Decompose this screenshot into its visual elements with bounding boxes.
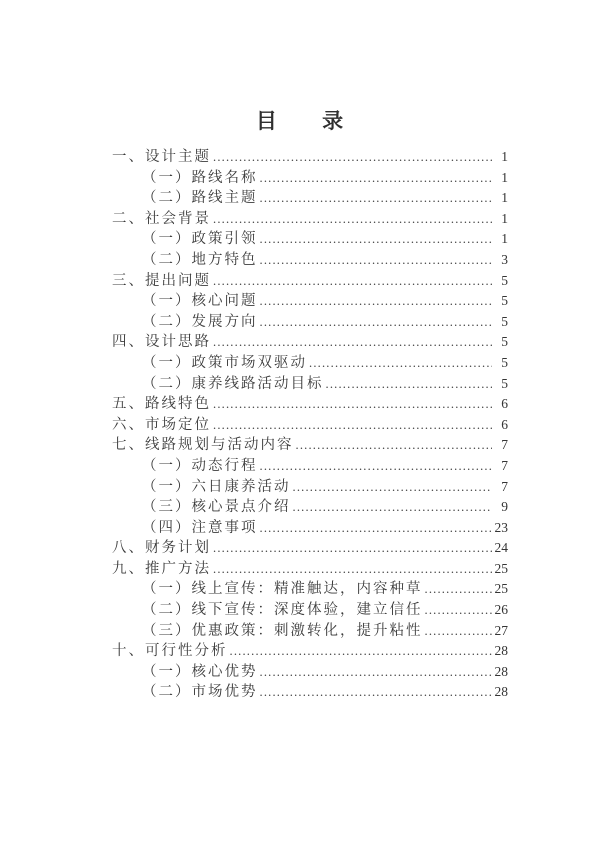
toc-entry-label: （二）市场优势 (142, 684, 258, 701)
toc-entry-page: 5 (501, 375, 508, 391)
toc-entry-label: （二）线下宣传：深度体验，建立信任 (142, 602, 423, 619)
toc-entry-page: 5 (501, 313, 508, 329)
toc-entry-page: 7 (501, 478, 508, 494)
dot-leader-icon (260, 188, 493, 209)
dot-leader-icon (296, 435, 493, 456)
toc-entry-label: 八、财务计划 (112, 540, 211, 557)
toc-entry-label: 一、设计主题 (112, 149, 211, 165)
toc-entry[interactable] (112, 312, 508, 333)
toc-entry[interactable] (112, 168, 508, 189)
toc-entry-page: 9 (501, 499, 508, 515)
toc-entry-page: 5 (501, 334, 508, 350)
toc-entry[interactable] (112, 559, 508, 580)
dot-leader-icon (260, 662, 493, 683)
dot-leader-icon (293, 477, 493, 498)
toc-entry-label: （一）核心问题 (142, 293, 258, 310)
toc-entry-page: 24 (494, 540, 508, 556)
dot-leader-icon (309, 353, 492, 374)
toc-entry-page: 7 (501, 457, 508, 473)
dot-leader-icon (425, 600, 493, 621)
toc-entry[interactable] (112, 456, 508, 477)
toc-title: 目 录 (255, 109, 345, 133)
toc-entry[interactable] (112, 579, 508, 600)
toc-entry[interactable] (112, 621, 508, 642)
toc-entry-label: 七、线路规划与活动内容 (112, 437, 294, 454)
toc-entry-page: 25 (494, 560, 508, 576)
toc-entry-page: 5 (501, 293, 508, 309)
dot-leader-icon (213, 147, 492, 168)
dot-leader-icon (326, 374, 493, 395)
toc-entry[interactable] (112, 353, 508, 374)
toc-entry[interactable] (112, 477, 508, 498)
dot-leader-icon (293, 497, 493, 518)
toc-entry-page: 1 (501, 149, 508, 164)
dot-leader-icon (213, 538, 492, 559)
toc-entry-page: 1 (501, 210, 508, 226)
toc-entry-page: 7 (501, 437, 508, 453)
toc-entry[interactable] (112, 147, 508, 168)
toc-entry[interactable] (112, 394, 508, 415)
toc-entry-label: （一）路线名称 (142, 169, 258, 186)
dot-leader-icon (425, 621, 493, 642)
toc-entry[interactable] (112, 662, 508, 683)
dot-leader-icon (425, 579, 493, 600)
toc-entry-label: 六、市场定位 (112, 416, 211, 433)
dot-leader-icon (213, 332, 492, 353)
dot-leader-icon (260, 456, 493, 477)
dot-leader-icon (230, 641, 493, 662)
dot-leader-icon (213, 271, 492, 292)
toc-entry-label: （一）六日康养活动 (142, 478, 291, 495)
toc-entry[interactable] (112, 415, 508, 436)
dot-leader-icon (213, 394, 492, 415)
dot-leader-icon (260, 168, 493, 189)
toc-entry[interactable] (112, 250, 508, 271)
toc-entry[interactable] (112, 682, 508, 703)
toc-entry[interactable] (112, 641, 508, 662)
toc-entry-label: （一）动态行程 (142, 457, 258, 474)
toc-entry[interactable] (112, 518, 508, 539)
toc-entry[interactable] (112, 332, 508, 353)
toc-entry-label: （二）康养线路活动目标 (142, 375, 324, 392)
toc-entry[interactable] (112, 538, 508, 559)
toc-entry[interactable] (112, 188, 508, 209)
toc-entry-label: 二、社会背景 (112, 210, 211, 227)
toc-entry-label: 十、可行性分析 (112, 643, 228, 660)
toc-entry-label: （二）地方特色 (142, 251, 258, 268)
toc-entry-label: （三）核心景点介绍 (142, 499, 291, 516)
toc-entry-label: （二）发展方向 (142, 313, 258, 330)
toc-entry[interactable] (112, 497, 508, 518)
toc-list (112, 147, 508, 703)
toc-entry-page: 5 (501, 272, 508, 288)
toc-entry-label: （三）优惠政策：刺激转化，提升粘性 (142, 622, 423, 639)
toc-entry[interactable] (112, 600, 508, 621)
toc-entry-page: 1 (501, 169, 508, 185)
toc-entry-page: 28 (494, 663, 508, 679)
toc-entry-page: 26 (494, 602, 508, 618)
toc-entry-page: 27 (494, 622, 508, 638)
toc-entry[interactable] (112, 374, 508, 395)
toc-entry-label: 四、设计思路 (112, 334, 211, 351)
toc-entry[interactable] (112, 229, 508, 250)
dot-leader-icon (260, 291, 493, 312)
toc-entry-page: 28 (494, 643, 508, 659)
dot-leader-icon (260, 682, 493, 703)
toc-entry-page: 6 (501, 416, 508, 432)
toc-entry-label: 三、提出问题 (112, 272, 211, 289)
toc-entry-page: 25 (494, 581, 508, 597)
toc-entry[interactable] (112, 271, 508, 292)
toc-entry-page: 23 (494, 519, 508, 535)
toc-entry-page: 5 (501, 354, 508, 370)
toc-entry-page: 3 (501, 251, 508, 267)
toc-entry-page: 1 (501, 190, 508, 206)
dot-leader-icon (260, 250, 493, 271)
toc-entry-page: 1 (501, 231, 508, 247)
toc-entry-label: （一）政策市场双驱动 (142, 354, 307, 371)
dot-leader-icon (213, 415, 492, 436)
dot-leader-icon (260, 518, 493, 539)
toc-entry-label: （二）路线主题 (142, 190, 258, 207)
toc-entry-label: （一）线上宣传：精准触达，内容种草 (142, 581, 423, 598)
toc-entry-label: （一）政策引领 (142, 231, 258, 248)
dot-leader-icon (260, 229, 493, 250)
toc-entry-label: 五、路线特色 (112, 396, 211, 413)
toc-entry-label: （一）核心优势 (142, 663, 258, 680)
toc-entry-page: 6 (501, 396, 508, 412)
toc-entry-label: 九、推广方法 (112, 560, 211, 577)
toc-entry[interactable] (112, 435, 508, 456)
toc-entry[interactable] (112, 291, 508, 312)
dot-leader-icon (260, 312, 493, 333)
toc-entry-label: （四）注意事项 (142, 519, 258, 536)
toc-entry[interactable] (112, 209, 508, 230)
dot-leader-icon (213, 209, 492, 230)
toc-entry-page: 28 (494, 684, 508, 700)
dot-leader-icon (213, 559, 492, 580)
